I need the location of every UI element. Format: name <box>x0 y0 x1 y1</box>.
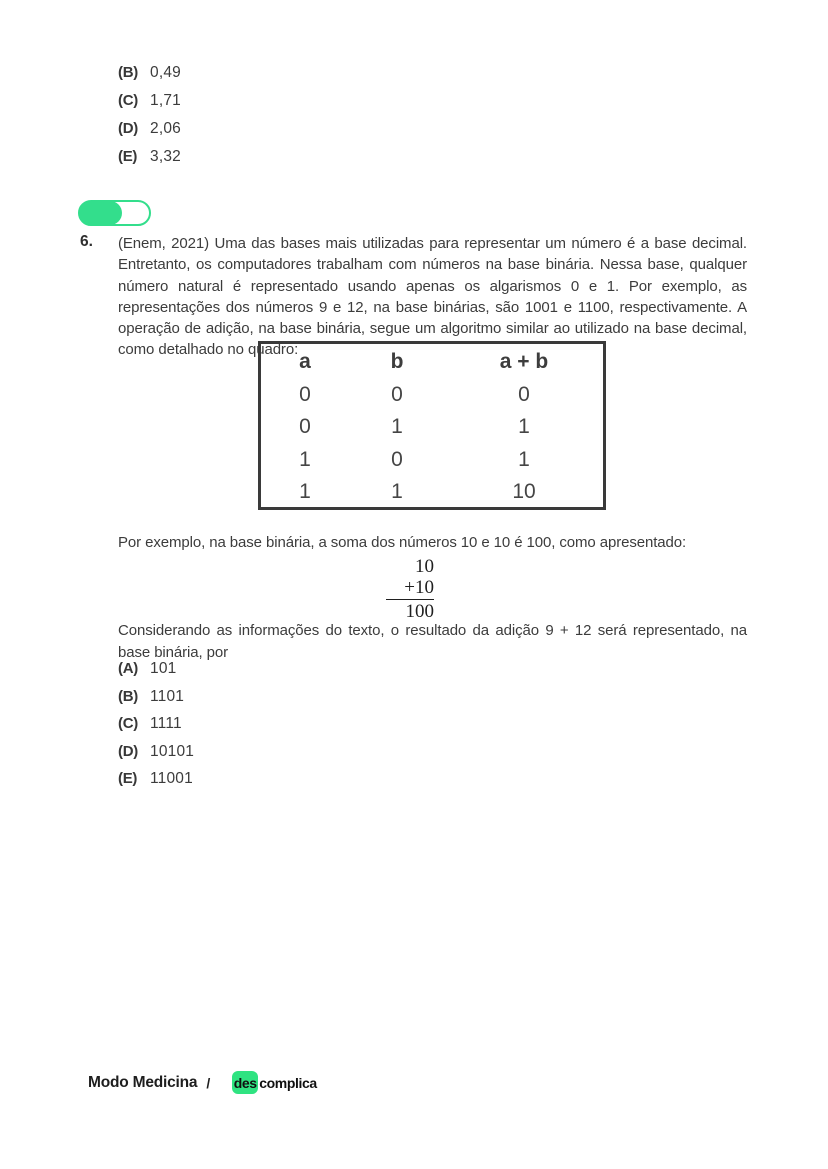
option-value: 101 <box>150 660 177 677</box>
option-value: 1101 <box>150 687 185 705</box>
page-footer <box>88 1071 317 1094</box>
table-cell: 1 <box>391 480 403 504</box>
option-letter: (C) <box>118 92 138 109</box>
previous-question-options <box>118 64 181 176</box>
logo-text: complica <box>259 1074 317 1091</box>
example-intro-text: Por exemplo, na base binária, a soma dos números 10 e 10 é 100, como apresentado: <box>118 534 687 551</box>
sum-addend-1: 10 <box>415 556 434 577</box>
table-cell: 1 <box>391 415 403 439</box>
answer-option <box>118 660 194 679</box>
table-cell: 10 <box>512 480 536 504</box>
question-number: 6. <box>80 233 93 250</box>
table-cell: 0 <box>391 447 403 471</box>
table-header-a: a <box>299 350 311 374</box>
sum-result: 100 <box>405 601 434 622</box>
answer-option <box>118 92 181 111</box>
option-letter: (E) <box>118 770 138 787</box>
table-cell: 0 <box>299 382 311 406</box>
option-value: 1111 <box>150 715 182 732</box>
option-letter: (D) <box>118 742 138 760</box>
binary-sum-example <box>386 556 434 622</box>
table-header-b: b <box>390 350 404 374</box>
footer-separator: / <box>206 1074 211 1091</box>
answer-option <box>118 120 181 139</box>
binary-addition-table <box>258 341 606 510</box>
question-statement: (Enem, 2021) Uma das bases mais utilizadas para representar um número é a base decimal. Entretanto, os computadores trabalham com números na base binária. Nessa base, qualquer número natural é representado usando apenas os algarismos 0 e 1. Por exemplo, as representações dos números 9 e 12, na base binárias, são 1001 e 1100, respectivamente. A operação de adição, na base binária, segue um algoritmo similar ao utilizado na base decimal, como detalhado no quadro: <box>118 235 747 359</box>
option-value: 10101 <box>150 742 195 760</box>
answer-option <box>118 715 194 734</box>
option-letter: (C) <box>118 715 138 732</box>
option-value: 2,06 <box>150 120 181 137</box>
answer-option <box>118 64 181 83</box>
table-cell: 0 <box>391 382 403 406</box>
table-cell: 1 <box>299 447 311 471</box>
option-value: 0,49 <box>150 64 181 81</box>
mode-label: Modo Medicina <box>88 1073 198 1091</box>
table-cell: 1 <box>299 480 311 504</box>
option-value: 3,32 <box>150 148 181 165</box>
toggle-switch[interactable] <box>78 200 151 226</box>
table-cell: 0 <box>518 382 530 406</box>
answer-option <box>118 743 194 762</box>
descomplica-logo <box>232 1071 317 1094</box>
option-letter: (A) <box>118 660 138 677</box>
option-value: 11001 <box>150 770 193 787</box>
answer-option <box>118 688 194 707</box>
question-options <box>118 660 194 798</box>
option-letter: (E) <box>118 148 138 165</box>
toggle-knob <box>79 201 122 225</box>
logo-green-box: des <box>232 1071 258 1094</box>
sum-addend-2: +10 <box>386 577 434 600</box>
table-cell: 1 <box>518 447 530 471</box>
table-cell: 0 <box>299 415 311 439</box>
option-letter: (D) <box>118 120 138 137</box>
option-letter: (B) <box>118 687 138 705</box>
question-prompt: Considerando as informações do texto, o resultado da adição 9 + 12 será representado, na base binária, por <box>118 622 747 661</box>
option-value: 1,71 <box>150 92 181 109</box>
option-letter: (B) <box>118 64 138 81</box>
answer-option <box>118 148 181 167</box>
answer-option <box>118 770 194 789</box>
table-header-a-plus-b: a + b <box>499 350 549 374</box>
table-cell: 1 <box>518 415 530 439</box>
